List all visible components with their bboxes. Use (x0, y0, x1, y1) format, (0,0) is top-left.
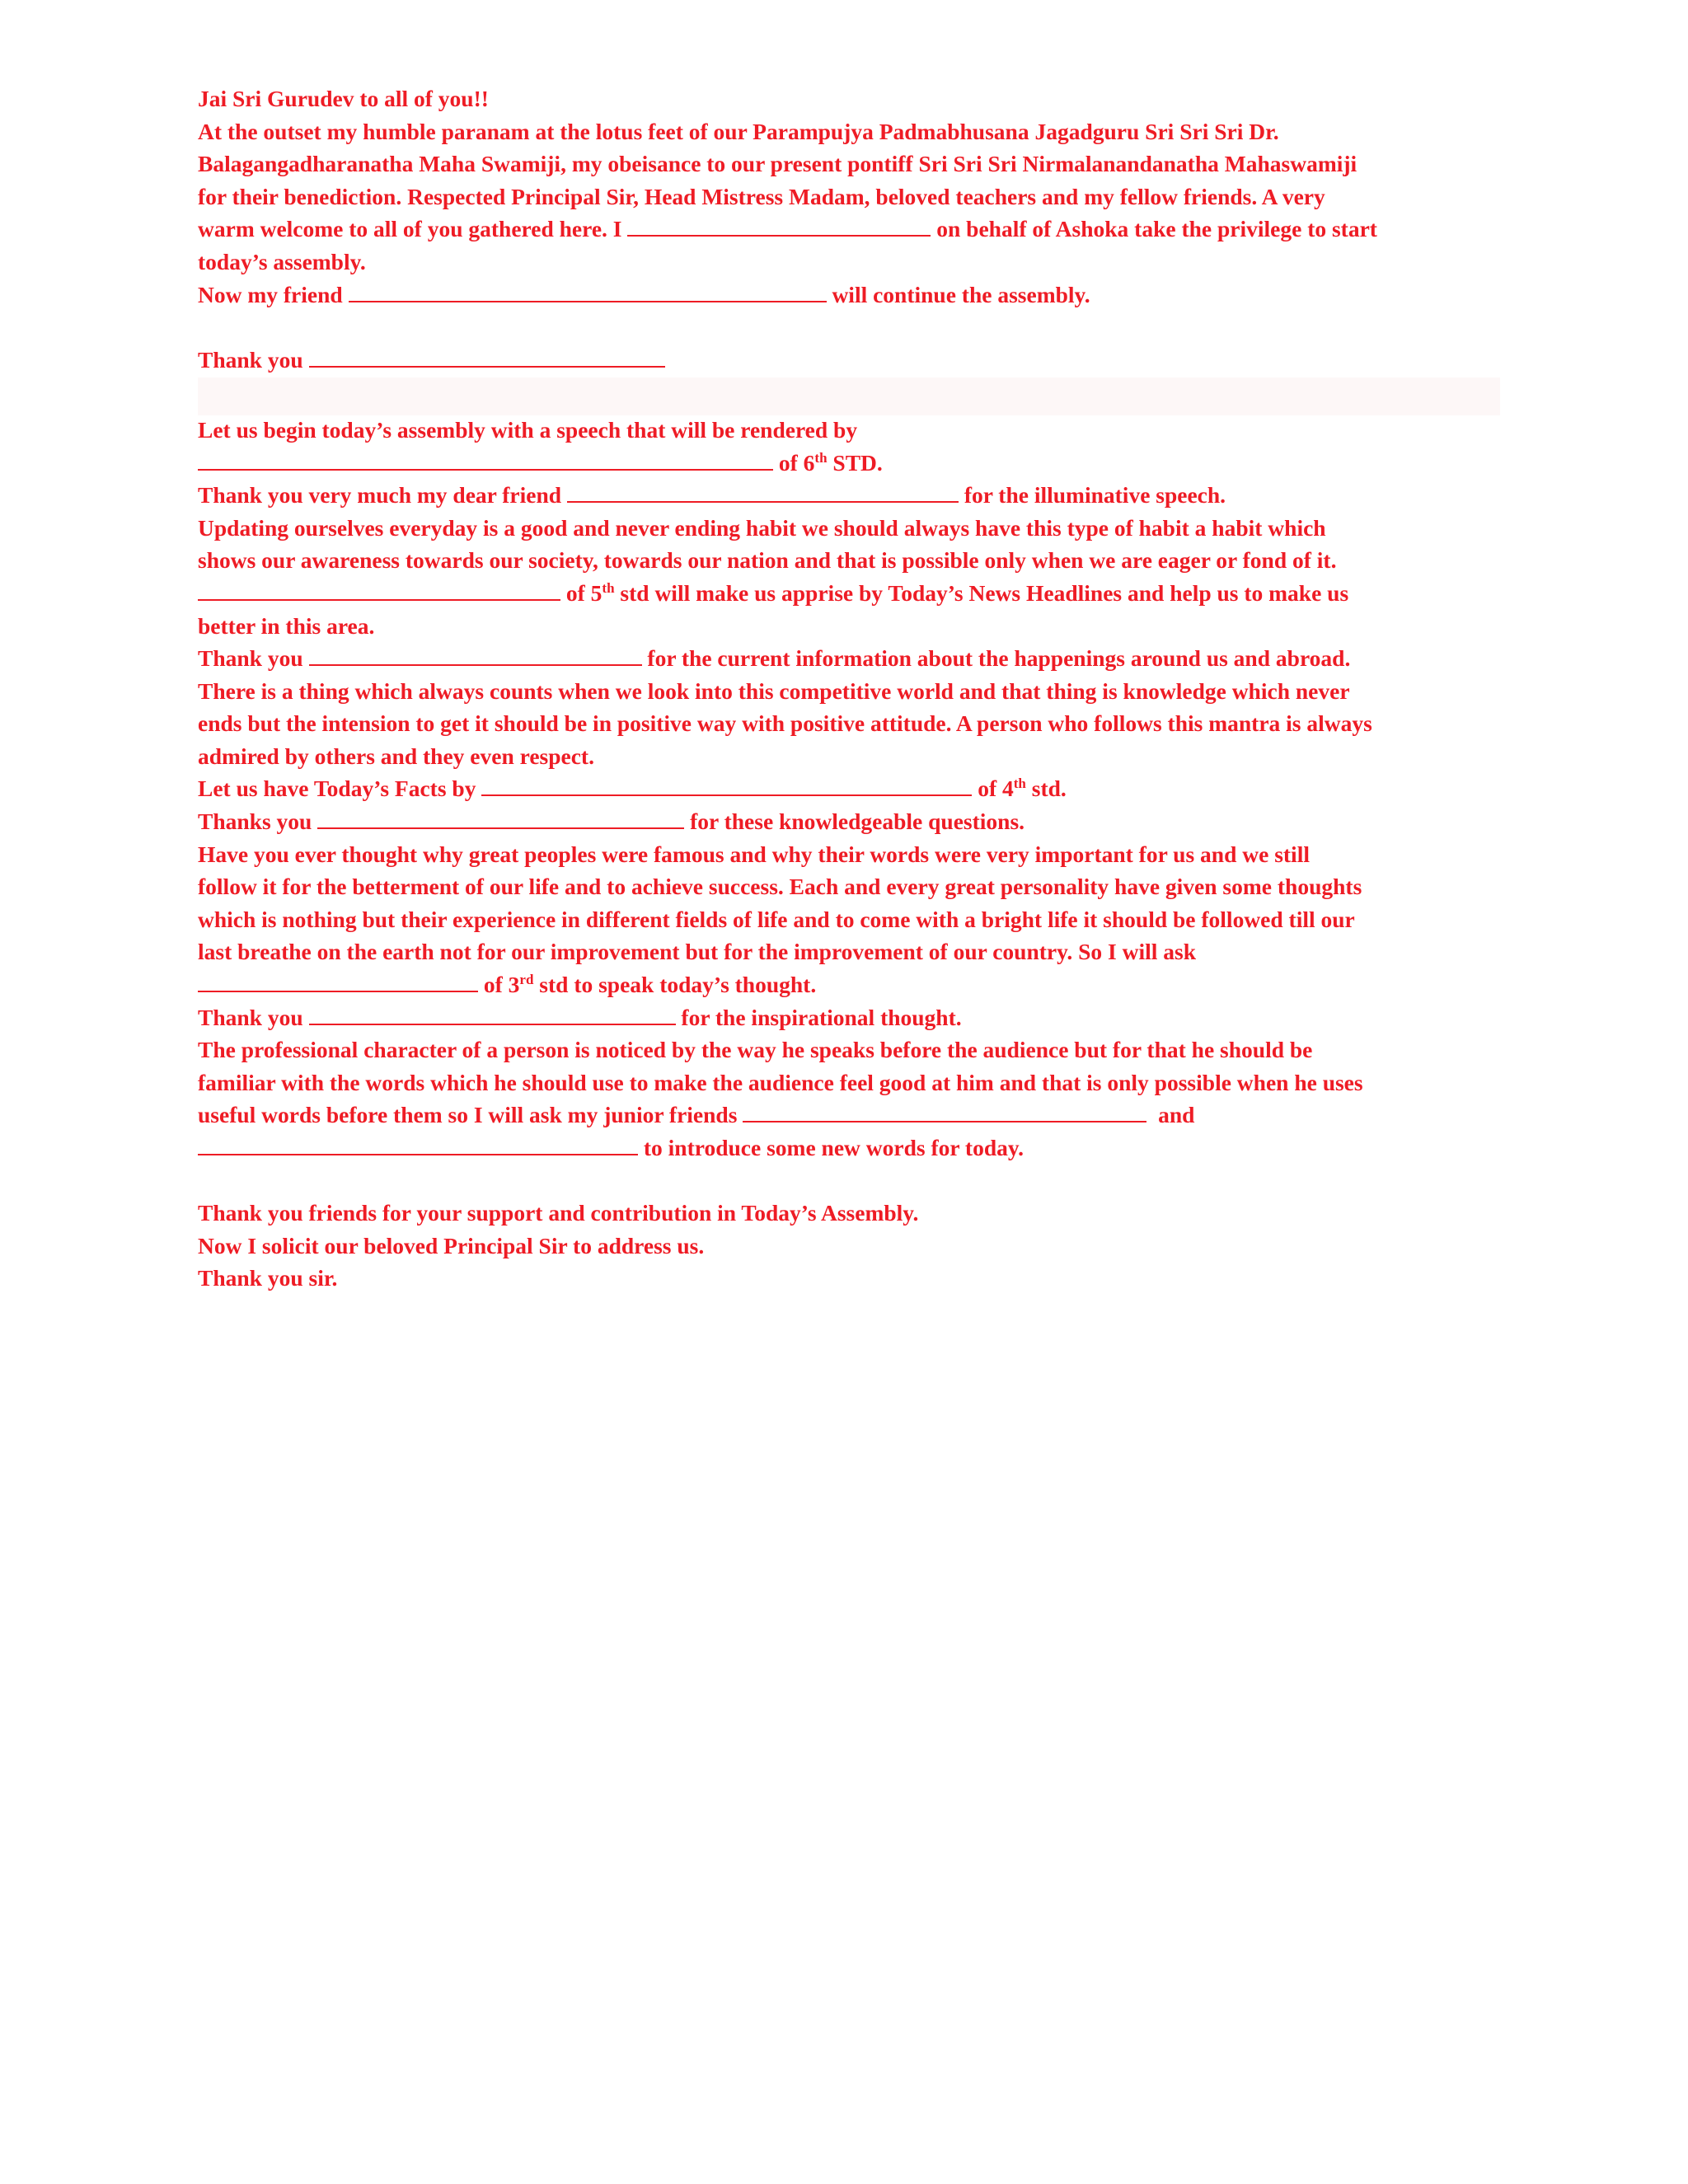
text-fragment: for the illuminative speech. (964, 482, 1226, 509)
name-blank (309, 1002, 676, 1025)
text-line (198, 279, 1500, 312)
name-blank (309, 643, 642, 666)
name-blank (198, 578, 560, 601)
text-fragment: will continue the assembly. (832, 281, 1090, 307)
text-line: Now I solicit our beloved Principal Sir to address us. (198, 1232, 705, 1258)
text-line: At the outset my humble paranam at the lotus feet of our Parampujya Padmabhusana Jagadguru Sri Sri Sri Dr. (198, 118, 1279, 144)
text-fragment: of 3 (483, 972, 520, 998)
text-fragment: std to speak today’s thought. (539, 972, 817, 998)
text-line: for their benediction. Respected Principal Sir, Head Mistress Madam, beloved teachers and my fellow friends. A very (198, 183, 1325, 209)
text-fragment: useful words before them so I will ask my junior friends (198, 1102, 738, 1128)
text-fragment: for the inspirational thought. (681, 1004, 962, 1030)
text-line (198, 447, 1500, 480)
greeting-line: Jai Sri Gurudev to all of you!! (198, 86, 489, 111)
text-line (198, 772, 1500, 805)
text-line: admired by others and they even respect. (198, 743, 594, 769)
text-fragment: Let us have Today’s Facts by (198, 776, 476, 802)
ordinal-suffix: th (814, 449, 828, 466)
text-fragment: Now my friend (198, 281, 343, 307)
text-fragment: of 4 (978, 776, 1014, 802)
text-fragment: for the current information about the happenings around us and abroad. (647, 645, 1351, 672)
text-line (198, 1099, 1500, 1132)
text-line: Let us begin today’s assembly with a speech that will be rendered by (198, 416, 858, 443)
text-line (198, 1001, 1500, 1034)
text-line: last breathe on the earth not for our improvement but for the improvement of our country. So I will ask (198, 939, 1196, 965)
name-blank (349, 279, 827, 302)
name-blank (317, 806, 684, 829)
text-line (198, 968, 1500, 1001)
name-blank (481, 773, 972, 796)
name-blank (743, 1099, 1146, 1122)
spacer (198, 311, 1500, 344)
name-blank (198, 969, 478, 992)
text-fragment: Thank you (198, 1004, 303, 1030)
closing-line: Thank you sir. (198, 1265, 338, 1291)
text-fragment: of 6 (778, 449, 815, 476)
text-fragment: to introduce some new words for today. (643, 1135, 1024, 1160)
text-line: Balagangadharanatha Maha Swamiji, my obeisance to our present pontiff Sri Sri Sri Nirmalanandanatha Mahaswamiji (198, 151, 1357, 177)
text-fragment: of 5 (565, 579, 603, 606)
name-blank (198, 1132, 638, 1155)
text-line: ends but the intension to get it should be in positive way with positive attitude. A person who follows this mantra is always (198, 710, 1372, 737)
text-line: familiar with the words which he should use to make the audience feel good at him and that is only possible when he uses (198, 1069, 1363, 1095)
text-fragment: STD. (832, 449, 883, 476)
text-line (198, 344, 1500, 377)
text-line (198, 805, 1500, 838)
ordinal-suffix: rd (519, 972, 534, 988)
assembly-script (198, 82, 1500, 1295)
text-line (198, 642, 1500, 675)
text-line: which is nothing but their experience in different fields of life and to come with a bright life it should be followed till our (198, 906, 1355, 932)
text-line (198, 479, 1500, 512)
text-line (198, 577, 1500, 610)
text-line: follow it for the betterment of our life and to achieve success. Each and every great personality have given some thoughts (198, 874, 1362, 900)
text-line (198, 1132, 1500, 1165)
text-fragment: for these knowledgeable questions. (690, 808, 1025, 835)
text-fragment: on behalf of Ashoka take the privilege to start (936, 216, 1377, 242)
name-blank (198, 448, 773, 471)
text-line (198, 213, 1500, 246)
text-line: The professional character of a person is noticed by the way he speaks before the audience but for that he should be (198, 1037, 1313, 1063)
text-fragment: Thank you (198, 645, 303, 672)
text-fragment: and (1158, 1102, 1195, 1128)
spacer (198, 376, 1500, 409)
ordinal-suffix: th (1013, 776, 1026, 792)
ordinal-suffix: th (602, 579, 615, 596)
text-fragment: Thank you (198, 346, 303, 373)
name-blank (567, 480, 959, 503)
text-line: There is a thing which always counts when we look into this competitive world and that thing is knowledge which never (198, 677, 1350, 704)
text-line: better in this area. (198, 612, 375, 639)
name-blank (309, 344, 665, 368)
name-blank (627, 213, 931, 237)
spacer (198, 1165, 1500, 1197)
text-line: Thank you friends for your support and contribution in Today’s Assembly. (198, 1200, 919, 1226)
text-line: Updating ourselves everyday is a good and never ending habit we should always have this type of habit a habit which (198, 514, 1326, 541)
text-fragment: std. (1031, 776, 1067, 802)
text-line: shows our awareness towards our society, towards our nation and that is possible only when we are eager or fond of it. (198, 547, 1337, 574)
text-fragment: std will make us apprise by Today’s News Headlines and help us to make us (620, 579, 1349, 606)
text-fragment: Thanks you (198, 808, 312, 835)
text-fragment: warm welcome to all of you gathered here. I (198, 216, 622, 242)
text-line: today’s assembly. (198, 248, 366, 274)
text-fragment: Thank you very much my dear friend (198, 482, 562, 509)
text-line: Have you ever thought why great peoples were famous and why their words were very important for us and we still (198, 841, 1310, 867)
